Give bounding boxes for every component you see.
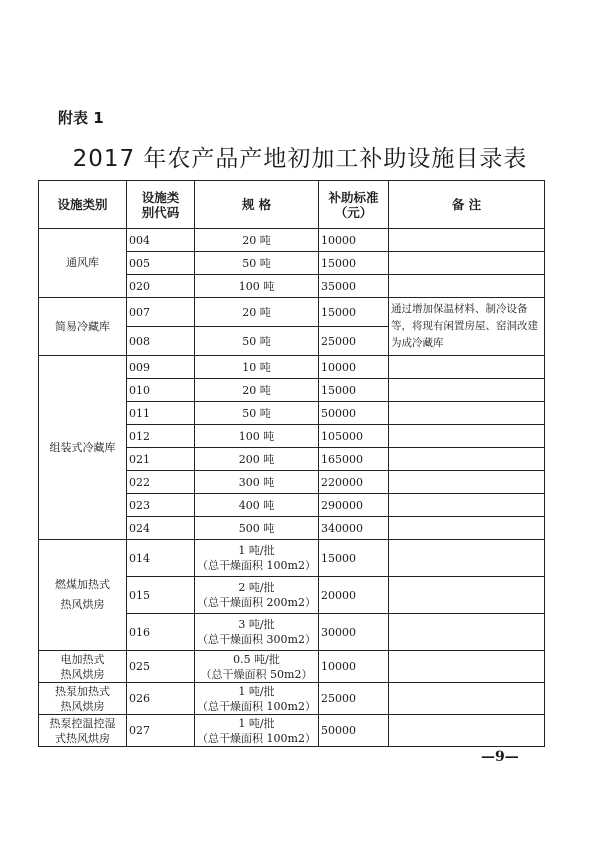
- category-cell: [39, 715, 127, 747]
- code-cell: 026: [127, 683, 195, 715]
- subsidy-cell: 10000: [319, 651, 389, 683]
- header-category: 设施类别: [39, 181, 127, 229]
- table-row: [39, 298, 545, 327]
- subsidy-cell: 50000: [319, 402, 389, 425]
- code-cell: 027: [127, 715, 195, 747]
- code-cell: 015: [127, 577, 195, 614]
- document-title: 2017 年农产品产地初加工补助设施目录表: [72, 146, 528, 172]
- header-subsidy-line1: 补助标准: [328, 189, 379, 205]
- subsidy-cell: 25000: [319, 683, 389, 715]
- remark-cell: [389, 448, 545, 471]
- category-cell: 简易冷藏库: [39, 298, 127, 356]
- remark-cell: [389, 425, 545, 448]
- spec-line2: （总干燥面积 200m2）: [197, 596, 316, 609]
- spec-cell: [195, 715, 319, 747]
- spec-cell: 20 吨: [195, 229, 319, 252]
- code-cell: 010: [127, 379, 195, 402]
- remark-cell: [389, 229, 545, 252]
- code-cell: 025: [127, 651, 195, 683]
- category-cell: [39, 540, 127, 651]
- remark-cell: [389, 614, 545, 651]
- subsidy-cell: 15000: [319, 540, 389, 577]
- spec-line2: （总干燥面积 300m2）: [197, 633, 316, 646]
- spec-cell: [195, 614, 319, 651]
- spec-cell: [195, 577, 319, 614]
- remark-cell: [389, 577, 545, 614]
- spec-cell: 100 吨: [195, 275, 319, 298]
- category-cell: 组装式冷藏库: [39, 356, 127, 540]
- category-line2: 热风烘房: [60, 699, 105, 713]
- table-row: [39, 229, 545, 252]
- table-row: [39, 356, 545, 379]
- subsidy-cell: 50000: [319, 715, 389, 747]
- spec-cell: 10 吨: [195, 356, 319, 379]
- table-row: [39, 715, 545, 747]
- subsidy-cell: 20000: [319, 577, 389, 614]
- table-row: [39, 540, 545, 577]
- subsidy-cell: 15000: [319, 379, 389, 402]
- category-line1: 电加热式: [60, 652, 105, 666]
- code-cell: 023: [127, 494, 195, 517]
- subsidy-cell: 165000: [319, 448, 389, 471]
- remark-cell: [389, 540, 545, 577]
- spec-cell: [195, 683, 319, 715]
- remark-cell: [389, 517, 545, 540]
- subsidy-cell: 10000: [319, 356, 389, 379]
- category-line1: 热泵控温控湿: [49, 716, 116, 730]
- spec-cell: 300 吨: [195, 471, 319, 494]
- header-subsidy-line2: （元）: [334, 204, 373, 220]
- spec-cell: 20 吨: [195, 298, 319, 327]
- spec-cell: [195, 651, 319, 683]
- category-line2: 式热风烘房: [55, 731, 110, 745]
- table-header-row: [39, 181, 545, 229]
- remark-cell: [389, 683, 545, 715]
- subsidy-cell: 105000: [319, 425, 389, 448]
- table-row: [39, 651, 545, 683]
- subsidy-cell: 25000: [319, 327, 389, 356]
- category-line1: 燃煤加热式: [55, 578, 110, 591]
- spec-cell: [195, 540, 319, 577]
- spec-line2: （总干燥面积 100m2）: [197, 731, 316, 745]
- remark-cell: [389, 494, 545, 517]
- category-cell: [39, 683, 127, 715]
- code-cell: 020: [127, 275, 195, 298]
- code-cell: 022: [127, 471, 195, 494]
- spec-line2: （总干燥面积 100m2）: [197, 559, 316, 572]
- category-cell: [39, 651, 127, 683]
- spec-cell: 20 吨: [195, 379, 319, 402]
- spec-line1: 1 吨/批: [238, 684, 275, 698]
- code-cell: 011: [127, 402, 195, 425]
- subsidy-cell: 15000: [319, 252, 389, 275]
- spec-cell: 50 吨: [195, 327, 319, 356]
- spec-cell: 50 吨: [195, 252, 319, 275]
- subsidy-cell: 15000: [319, 298, 389, 327]
- code-cell: 014: [127, 540, 195, 577]
- code-cell: 021: [127, 448, 195, 471]
- header-code-line1: 设施类: [141, 189, 180, 205]
- category-line2: 热风烘房: [60, 667, 105, 681]
- remark-cell: [389, 402, 545, 425]
- subsidy-cell: 290000: [319, 494, 389, 517]
- spec-cell: 500 吨: [195, 517, 319, 540]
- remark-cell: [389, 275, 545, 298]
- table-row: [39, 683, 545, 715]
- header-subsidy: [319, 181, 389, 229]
- spec-line1: 1 吨/批: [238, 544, 275, 557]
- remark-cell: [389, 715, 545, 747]
- header-code-line2: 别代码: [141, 204, 180, 220]
- remark-note: 通过增加保温材料、制冷设备等，将现有闲置房屋、窑洞改建为成冷藏库: [389, 298, 545, 356]
- spec-cell: 200 吨: [195, 448, 319, 471]
- code-cell: 024: [127, 517, 195, 540]
- code-cell: 008: [127, 327, 195, 356]
- subsidy-cell: 10000: [319, 229, 389, 252]
- subsidy-cell: 35000: [319, 275, 389, 298]
- spec-cell: 100 吨: [195, 425, 319, 448]
- header-spec: 规 格: [195, 181, 319, 229]
- remark-cell: [389, 379, 545, 402]
- subsidy-cell: 220000: [319, 471, 389, 494]
- category-cell: 通风库: [39, 229, 127, 298]
- spec-cell: 50 吨: [195, 402, 319, 425]
- header-remark: 备 注: [389, 181, 545, 229]
- remark-cell: [389, 356, 545, 379]
- spec-line1: 1 吨/批: [238, 716, 275, 730]
- remark-cell: [389, 252, 545, 275]
- header-code: [127, 181, 195, 229]
- code-cell: 009: [127, 356, 195, 379]
- spec-line1: 3 吨/批: [238, 618, 275, 631]
- spec-line2: （总干燥面积 100m2）: [197, 699, 316, 713]
- subsidy-cell: 30000: [319, 614, 389, 651]
- subsidy-catalog-table: [38, 180, 545, 747]
- code-cell: 007: [127, 298, 195, 327]
- category-line2: 热风烘房: [60, 598, 105, 611]
- spec-line2: （总干燥面积 50m2）: [200, 667, 313, 681]
- annex-label: 附表 1: [58, 109, 104, 127]
- spec-cell: 400 吨: [195, 494, 319, 517]
- remark-cell: [389, 651, 545, 683]
- remark-cell: [389, 471, 545, 494]
- code-cell: 004: [127, 229, 195, 252]
- page-number: —9—: [481, 749, 519, 765]
- category-line1: 热泵加热式: [55, 684, 110, 698]
- subsidy-cell: 340000: [319, 517, 389, 540]
- spec-line1: 0.5 吨/批: [233, 652, 280, 666]
- code-cell: 016: [127, 614, 195, 651]
- code-cell: 012: [127, 425, 195, 448]
- code-cell: 005: [127, 252, 195, 275]
- spec-line1: 2 吨/批: [238, 581, 275, 594]
